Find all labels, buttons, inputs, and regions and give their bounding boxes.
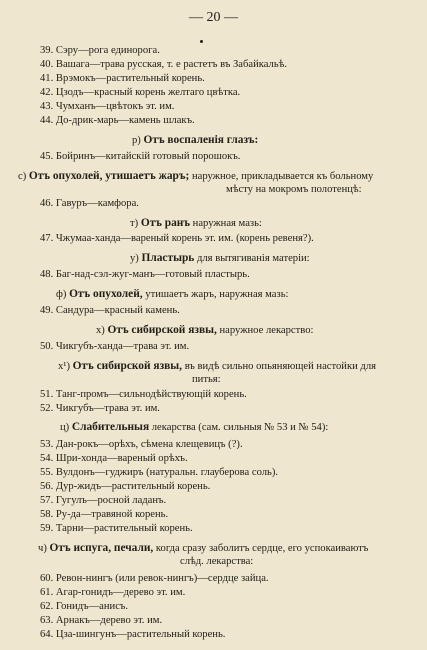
section-heading-s	[18, 170, 373, 183]
list-item: 41. Врэмокъ—растительный корень.	[40, 73, 205, 84]
list-item: 64. Цза-шингунъ—растительный корень.	[40, 629, 226, 640]
list-item: 40. Вашага—трава русская, т. е растетъ въ Забайкальѣ.	[40, 59, 288, 70]
list-item: 42. Цзодъ—красный корень желтаго цвѣтка.	[40, 87, 241, 98]
section-heading-x	[96, 324, 313, 337]
section-letter: т)	[130, 218, 139, 229]
section-title: Отъ опухолей, утишаетъ жаръ;	[28, 170, 190, 182]
list-item: 57. Гугулъ—росной ладанъ.	[40, 495, 167, 506]
list-item: 54. Шри-хонда—вареный орѣхъ.	[40, 453, 188, 464]
section-heading-r	[132, 134, 258, 147]
list-item: 49. Сандура—красный камень.	[40, 305, 180, 316]
section-title: Слабительныя	[71, 421, 150, 433]
list-item: 48. Баг-над-сэл-жуг-манъ—готовый пластырь.	[40, 269, 250, 280]
section-note: когда сразу заболитъ сердце, его успокаиваютъ	[153, 543, 369, 554]
list-item: 58. Ру-да—травяной корень.	[40, 509, 169, 520]
section-title: Отъ испуга, печали,	[49, 542, 154, 554]
section-letter: ч)	[38, 543, 47, 554]
list-item: 52. Чикгубъ—трава эт. им.	[40, 403, 160, 414]
page-number: — 20 —	[189, 10, 238, 25]
list-item: 53. Дан-рокъ—орѣхъ, сѣмена клещевицъ (?).	[40, 439, 243, 450]
section-heading-ch	[38, 542, 368, 555]
list-item: 55. Вулдонъ—гуджиръ (натуральн. глауберова соль).	[40, 467, 279, 478]
list-item: 56. Дур-жидъ—растительный корень.	[40, 481, 211, 492]
section-heading-t	[130, 217, 262, 230]
section-letter: х¹)	[58, 361, 71, 372]
section-heading-s-cont: мѣсту на мокромъ полотенцѣ:	[226, 184, 362, 195]
section-letter: ц)	[60, 422, 70, 433]
section-title: Пластырь	[141, 252, 195, 264]
section-note: наружное, прикладывается къ больному	[189, 171, 374, 182]
list-item: 59. Тарни—растительный корень.	[40, 523, 193, 534]
section-title: Отъ сибирской язвы,	[107, 324, 217, 336]
section-heading-ts	[60, 421, 328, 434]
section-heading-u	[130, 252, 310, 265]
list-item: 62. Гонидъ—анисъ.	[40, 601, 129, 612]
section-title: Отъ воспаленія глазъ:	[143, 134, 259, 146]
section-letter: р)	[132, 135, 141, 146]
section-heading-f	[56, 288, 288, 301]
list-item: 39. Сэру—рога единорога.	[40, 45, 160, 56]
ink-dot	[200, 40, 203, 43]
section-title: Отъ ранъ	[140, 217, 191, 229]
section-note: лекарства (сам. сильныя № 53 и № 54):	[149, 422, 329, 433]
section-note: для вытягиванія матеріи:	[194, 253, 310, 264]
section-heading-ch-cont: слѣд. лекарства:	[180, 556, 254, 567]
list-item: 46. Гавуръ—камфора.	[40, 198, 139, 209]
list-item: 50. Чикгубъ-ханда—трава эт. им.	[40, 341, 190, 352]
section-letter: ф)	[56, 289, 67, 300]
list-item: 63. Арнакъ—дерево эт. им.	[40, 615, 163, 626]
list-item: 43. Чумханъ—цвѣтокъ эт. им.	[40, 101, 175, 112]
section-note: наружное лекарство:	[216, 325, 314, 336]
section-letter: х)	[96, 325, 105, 336]
section-heading-x1	[58, 360, 376, 373]
list-item: 47. Чжумаа-ханда—вареный корень эт. им. (корень ревеня?).	[40, 233, 314, 244]
list-item: 51. Танг-промъ—сильнодѣйствующій корень.	[40, 389, 247, 400]
section-note: наружная мазь:	[190, 218, 262, 229]
list-item: 45. Бойринъ—китайскій готовый порошокъ.	[40, 151, 241, 162]
section-title: Отъ опухолей,	[69, 288, 143, 300]
list-item: 60. Ревон-нингъ (или ревок-нингъ)—сердце зайца.	[40, 573, 269, 584]
section-note: утишаетъ жаръ, наружная мазь:	[142, 289, 289, 300]
section-letter: с)	[18, 171, 27, 182]
list-item: 44. До-дрик-марь—камень шлакъ.	[40, 115, 195, 126]
section-note: въ видѣ сильно опьяняющей настойки для	[182, 361, 376, 372]
section-title: Отъ сибирской язвы,	[72, 360, 183, 372]
list-item: 61. Агар-гонидъ—дерево эт. им.	[40, 587, 186, 598]
section-letter: у)	[130, 253, 139, 264]
section-heading-x1-cont: питья:	[192, 374, 221, 385]
